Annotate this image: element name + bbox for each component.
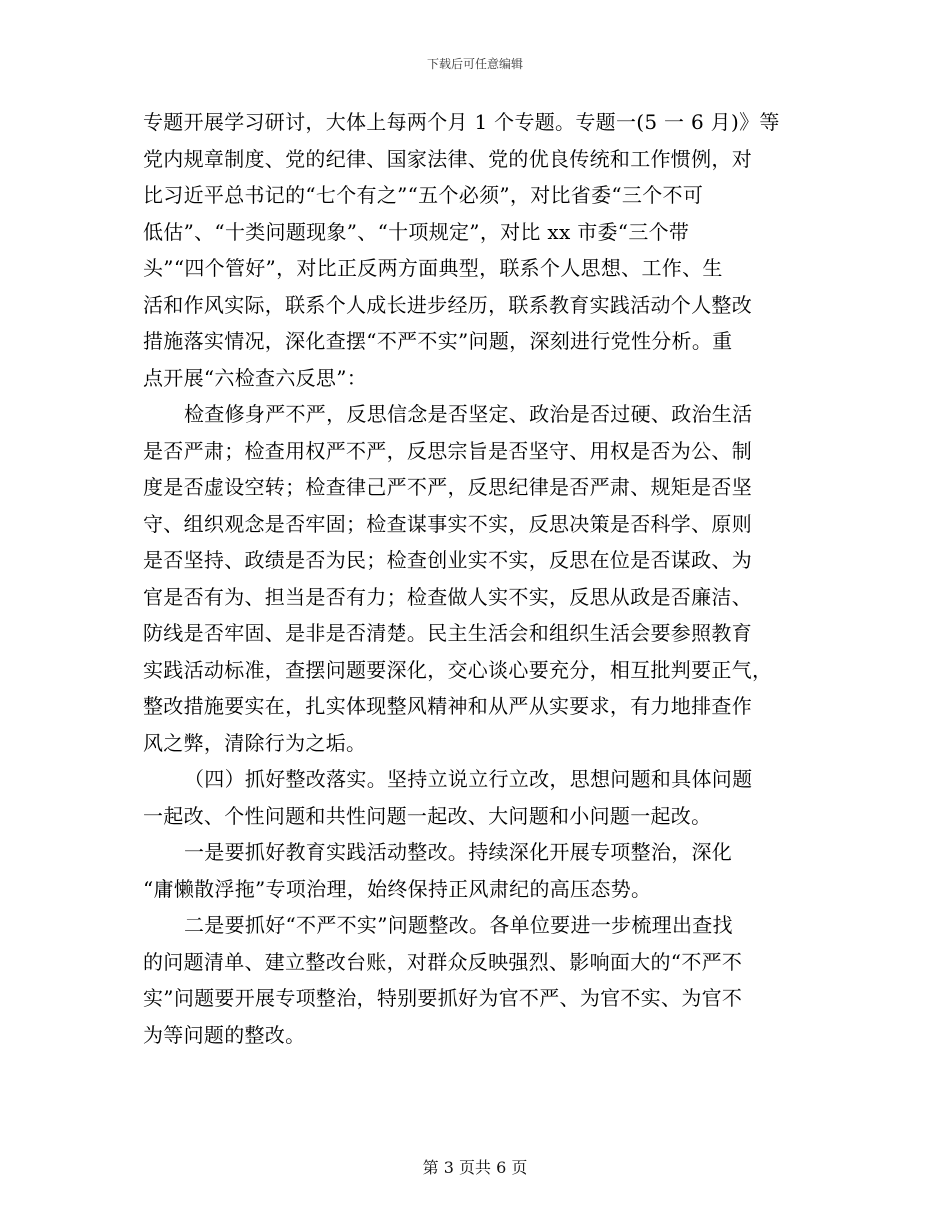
- text-line: 专题开展学习研讨，大体上每两个月 1 个专题。专题一(5 一 6 月)》等: [143, 110, 780, 134]
- text-line: 一起改、个性问题和共性问题一起改、大问题和小问题一起改。: [143, 803, 712, 828]
- text-line: 措施落实情况，深化查摆“不严不实”问题，深刻进行党性分析。重: [143, 329, 733, 353]
- text-line: 比习近平总书记的“七个有之”“五个必须”，对比省委“三个不可: [143, 183, 704, 207]
- text-line: 的问题清单、建立整改台账，对群众反映强烈、影响面大的“不严不: [143, 949, 743, 974]
- text-line: 防线是否牢固、是非是否清楚。民主生活会和组织生活会要参照教育: [143, 621, 752, 645]
- text-line: 检查修身严不严，反思信念是否坚定、政治是否过硬、政治生活: [184, 402, 753, 426]
- text-line: 是否坚持、政绩是否为民；检查创业实不实，反思在位是否谋政、为: [143, 548, 752, 572]
- text-line: 度是否虚设空转；检查律己严不严，反思纪律是否严肃、规矩是否坚: [143, 475, 752, 499]
- paragraph: [143, 396, 807, 761]
- paragraph: [143, 104, 807, 396]
- text-line: 实践活动标准，查摆问题要深化，交心谈心要充分，相互批判要正气，: [143, 657, 773, 682]
- text-line: 为等问题的整改。: [143, 1022, 306, 1047]
- text-line: 守、组织观念是否牢固；检查谋事实不实，反思决策是否科学、原则: [143, 511, 752, 536]
- text-line: 活和作风实际，联系个人成长进步经历，联系教育实践活动个人整改: [143, 292, 752, 317]
- text-line: 官是否有为、担当是否有力；检查做人实不实，反思从政是否廉洁、: [143, 584, 752, 609]
- text-line: 低估”、“十类问题现象”、“十项规定”，对比 xx 市委“三个带: [143, 219, 690, 244]
- text-line: 二是要抓好“不严不实”问题整改。各单位要进一步梳理出查找: [184, 913, 733, 937]
- document-body: [143, 104, 807, 1053]
- text-line: 是否严肃；检查用权严不严，反思宗旨是否坚守、用权是否为公、制: [143, 438, 752, 463]
- text-line: 实”问题要开展专项整治，特别要抓好为官不严、为官不实、为官不: [143, 986, 743, 1010]
- text-line: 风之弊，清除行为之垢。: [143, 730, 367, 755]
- text-line: 头”“四个管好”，对比正反两方面典型，联系个人思想、工作、生: [143, 256, 723, 280]
- text-line: 一是要抓好教育实践活动整改。持续深化开展专项整治，深化: [184, 840, 733, 864]
- page-header: 下载后可任意编辑: [426, 57, 523, 71]
- text-line: “庸懒散浮拖”专项治理，始终保持正风肃纪的高压态势。: [143, 876, 652, 901]
- paragraph: [143, 761, 807, 834]
- text-line: 整改措施要实在，扎实体现整风精神和从严从实要求，有力地排查作: [143, 694, 752, 718]
- text-line: 点开展“六检查六反思”：: [143, 365, 368, 390]
- page-number: 第 3 页共 6 页: [422, 1158, 528, 1177]
- paragraph: [143, 834, 807, 907]
- paragraph: [143, 907, 807, 1053]
- text-line: 党内规章制度、党的纪律、国家法律、党的优良传统和工作惯例，对: [143, 146, 752, 171]
- text-line: （四）抓好整改落实。坚持立说立行立改，思想问题和具体问题: [184, 767, 753, 791]
